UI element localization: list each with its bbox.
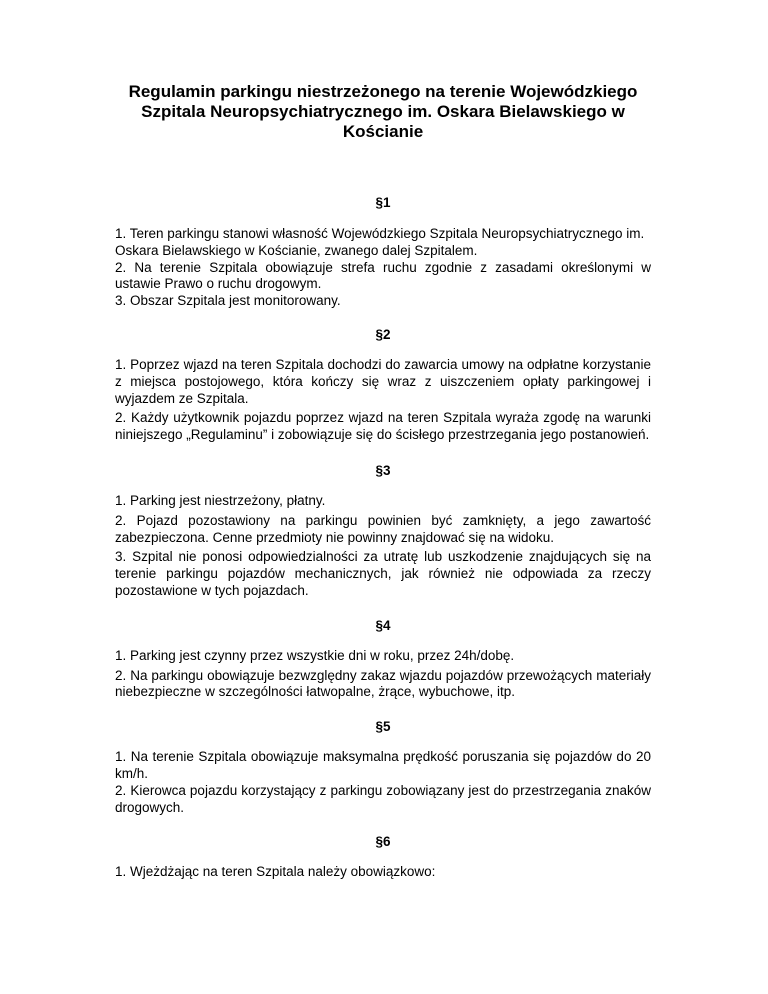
paragraph: 1. Na terenie Szpitala obowiązuje maksymalna prędkość poruszania się pojazdów do 20 km/h. [115,749,651,781]
section-2 [115,326,651,444]
section-3 [115,462,651,600]
paragraph: 2. Kierowca pojazdu korzystający z parkingu zobowiązany jest do przestrzegania znaków drogowych. [115,782,651,815]
paragraph: 2. Na terenie Szpitala obowiązuje strefa ruchu zgodnie z zasadami określonymi w ustawie Prawo o ruchu drogowym. [115,259,651,292]
section-heading: §2 [375,326,391,342]
paragraph: 2. Na parkingu obowiązuje bezwzględny zakaz wjazdu pojazdów przewożących materiały niebezpieczne w szczególności łatwopalne, żrące, wybuchowe, itp. [115,667,651,700]
section-heading: §6 [375,834,391,850]
paragraph: 1. Parking jest niestrzeżony, płatny. [115,492,326,508]
section-4 [115,617,651,701]
section-6 [115,833,651,881]
document-title: Regulamin parkingu niestrzeżonego na terenie Wojewódzkiego Szpitala Neuropsychiatrycznego im. Oskara Bielawskiego w Kościanie [128,82,638,141]
section-heading: §3 [375,462,391,478]
paragraph: 1. Parking jest czynny przez wszystkie dni w roku, przez 24h/dobę. [115,647,515,663]
document-page [115,82,651,881]
section-heading: §5 [375,719,391,735]
section-heading: §4 [375,617,391,633]
paragraph: 2. Każdy użytkownik pojazdu poprzez wjazd na teren Szpitala wyraża zgodę na warunki niniejszego „Regulaminu” i zobowiązuje się do ścisłego przestrzegania jego postanowień. [115,410,651,443]
section-heading: §1 [375,195,391,210]
section-5 [115,718,651,816]
paragraph: 1. Teren parkingu stanowi własność Wojewódzkiego Szpitala Neuropsychiatrycznego im. Oskara Bielawskiego w Kościanie, zwanego dalej Szpitalem. [115,226,645,258]
paragraph: 1. Wjeżdżając na teren Szpitala należy obowiązkowo: [115,864,436,880]
section-1 [115,194,651,310]
paragraph: 3. Obszar Szpitala jest monitorowany. [115,293,341,309]
paragraph: 1. Poprzez wjazd na teren Szpitala dochodzi do zawarcia umowy na odpłatne korzystanie z miejsca postojowego, która kończy się wraz z uiszczeniem opłaty parkingowej i wyjazdem ze Szpitala. [115,356,651,406]
paragraph: 2. Pojazd pozostawiony na parkingu powinien być zamknięty, a jego zawartość zabezpieczona. Cenne przedmioty nie powinny znajdować się na widoku. [115,512,651,545]
paragraph: 3. Szpital nie ponosi odpowiedzialności za utratę lub uszkodzenie znajdujących się na terenie parkingu pojazdów mechanicznych, jak również nie odpowiada za rzeczy pozostawione w tych pojazdach. [115,549,651,598]
